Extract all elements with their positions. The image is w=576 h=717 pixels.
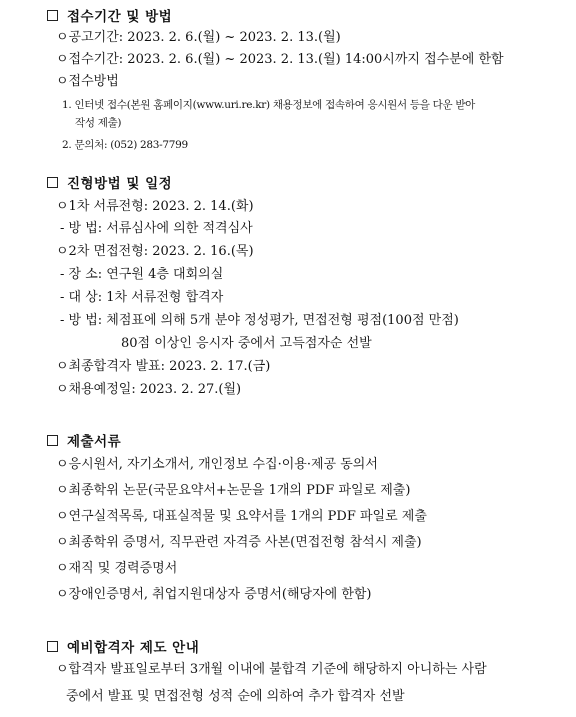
- checkbox-square-icon: [47, 435, 58, 446]
- interview-method: - 방 법: 체점표에 의해 5개 분야 정성평가, 면접전형 평점(100점 만점): [60, 313, 459, 328]
- first-screening: ㅇ1차 서류전형: 2023. 2. 14.(화): [56, 199, 254, 214]
- notice-period: ㅇ공고기간: 2023. 2. 6.(월) ~ 2023. 2. 13.(월): [56, 30, 341, 45]
- reserve-info-2: 중에서 발표 및 면접전형 성적 순에 의하여 추가 합격자 선발: [66, 689, 405, 704]
- section-title-text: 진형방법 및 일정: [67, 176, 173, 192]
- application-period: ㅇ접수기간: 2023. 2. 6.(월) ~ 2023. 2. 13.(월) 14:00시까지 접수분에 한함: [56, 52, 504, 67]
- doc-item-2: ㅇ최종학위 논문(국문요약서+논문을 1개의 PDF 파일로 제출): [56, 483, 411, 498]
- section-title-application: [47, 6, 172, 24]
- doc-item-1: ㅇ응시원서, 자기소개서, 개인정보 수집·이용·제공 동의서: [56, 457, 378, 472]
- doc-item-3: ㅇ연구실적목록, 대표실적물 및 요약서를 1개의 PDF 파일로 제출: [56, 509, 427, 524]
- interview-place: - 장 소: 연구원 4층 대회의실: [60, 267, 224, 282]
- doc-item-5: ㅇ재직 및 경력증명서: [56, 561, 178, 576]
- second-interview: ㅇ2차 면접전형: 2023. 2. 16.(목): [56, 244, 254, 259]
- checkbox-square-icon: [47, 641, 58, 652]
- section-title-reserve: [47, 637, 199, 655]
- checkbox-square-icon: [47, 177, 58, 188]
- final-announcement: ㅇ최종합격자 발표: 2023. 2. 17.(금): [56, 359, 271, 374]
- interview-target: - 대 상: 1차 서류전형 합격자: [60, 290, 224, 305]
- method-item-2: 2. 문의처: (052) 283-7799: [62, 139, 188, 151]
- section-title-process: [47, 173, 172, 191]
- reserve-info-1: ㅇ합격자 발표일로부터 3개월 이내에 불합격 기준에 해당하지 아니하는 사람: [56, 662, 487, 677]
- doc-item-6: ㅇ장애인증명서, 취업지원대상자 증명서(해당자에 한함): [56, 587, 372, 602]
- interview-method-cont: 80점 이상인 응시자 중에서 고득점자순 선발: [121, 336, 372, 351]
- section-title-text: 예비합격자 제도 안내: [67, 640, 200, 656]
- method-item-1: 1. 인터넷 접수(본원 홈페이지(www.uri.re.kr) 채용정보에 접속하여 응시원서 등을 다운 받아: [62, 99, 476, 111]
- checkbox-square-icon: [47, 10, 58, 21]
- application-method-heading: ㅇ접수방법: [56, 74, 119, 89]
- doc-item-4: ㅇ최종학위 증명서, 직무관련 자격증 사본(면접전형 참석시 제출): [56, 535, 422, 550]
- first-screening-method: - 방 법: 서류심사에 의한 적격심사: [60, 221, 253, 236]
- method-item-1-cont: 작성 제출): [75, 117, 122, 129]
- section-title-text: 접수기간 및 방법: [67, 9, 173, 25]
- employment-date: ㅇ채용예정일: 2023. 2. 27.(월): [56, 382, 242, 397]
- section-title-documents: [47, 431, 121, 449]
- section-title-text: 제출서류: [67, 434, 122, 450]
